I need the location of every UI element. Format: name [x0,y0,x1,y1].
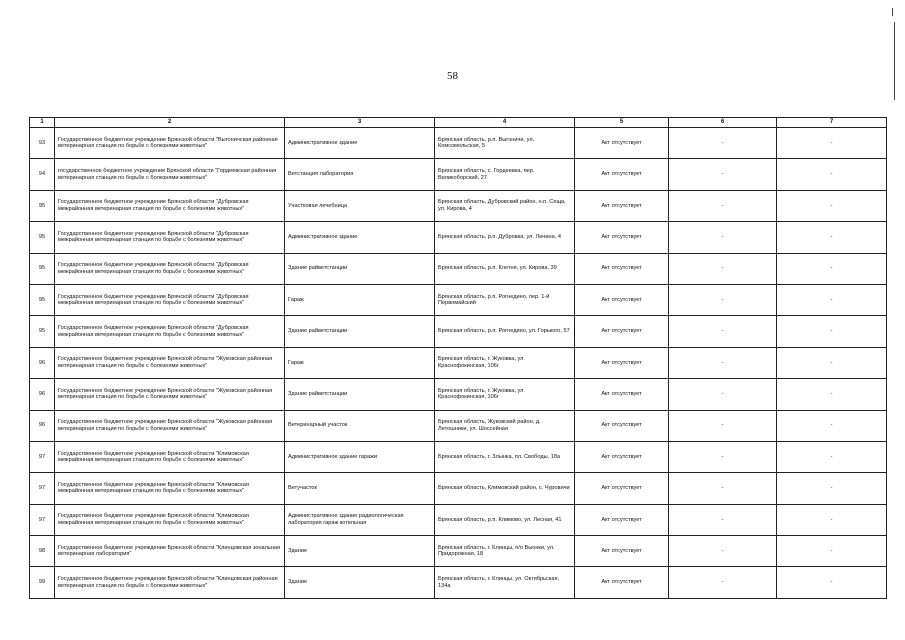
row-number: 95 [30,222,55,253]
address-cell: Брянская область, р.п. Выгоничи, ул. Комсомольская, 5 [435,128,575,159]
column-header: 7 [777,118,887,128]
organization-cell: Государственное бюджетное учреждение Брянской области "Климовская межрайонная ветеринарная станция по борьбе с болезнями животных" [55,441,285,472]
column6-cell: - [669,410,777,441]
column7-cell: - [777,222,887,253]
table-row [30,379,887,410]
column7-cell: - [777,410,887,441]
object-cell: Здание райветстанции [285,253,435,284]
address-cell: Брянская область, г. Клинцы, ул. Октябрьская, 134а [435,567,575,598]
row-number: 97 [30,441,55,472]
organization-cell: Государственное бюджетное учреждение Брянской области "Жуковская районная ветеринарная станция по борьбе с болезнями животных" [55,410,285,441]
header-row [30,118,887,128]
act-status-cell: Акт отсутствует [575,347,669,378]
table-row [30,222,887,253]
column6-cell: - [669,504,777,535]
address-cell: Брянская область, р.п. Клетня, ул. Кирова, 39 [435,253,575,284]
column7-cell: - [777,253,887,284]
column7-cell: - [777,504,887,535]
organization-cell: Государственное бюджетное учреждение Брянской области "Клинцовская районная ветеринарная станция по борьбе с болезнями животных" [55,567,285,598]
object-cell: Административное здание [285,128,435,159]
row-number: 96 [30,410,55,441]
act-status-cell: Акт отсутствует [575,284,669,315]
column6-cell: - [669,536,777,567]
row-number: 95 [30,253,55,284]
column7-cell: - [777,347,887,378]
organization-cell: Государственное бюджетное учреждение Брянской области "Дубровская межрайонная ветеринарная станция по борьбе с болезнями животных" [55,253,285,284]
act-status-cell: Акт отсутствует [575,567,669,598]
column6-cell: - [669,128,777,159]
column6-cell: - [669,284,777,315]
table-row [30,284,887,315]
address-cell: Брянская область, р.п. Рогнедино, ул. Горького, 57 [435,316,575,347]
organization-cell: Государственное бюджетное учреждение Брянской области "Выгоничская районная ветеринарная станция по борьбе с болезнями животных" [55,128,285,159]
organization-cell: Государственное бюджетное учреждение Брянской области "Климовская межрайонная ветеринарная станция по борьбе с болезнями животных" [55,504,285,535]
table-row [30,473,887,504]
organization-cell: Государственное бюджетное учреждение Брянской области "Дубровская межрайонная ветеринарная станция по борьбе с болезнями животных" [55,316,285,347]
column6-cell: - [669,316,777,347]
registry-table [29,117,887,599]
column-header: 2 [55,118,285,128]
row-number: 95 [30,284,55,315]
column-header: 5 [575,118,669,128]
address-cell: Брянская область, р.п. Климово, ул. Лесная, 41 [435,504,575,535]
object-cell: Гараж [285,284,435,315]
act-status-cell: Акт отсутствует [575,504,669,535]
address-cell: Брянская область, г. Злынка, пл. Свободы, 18а [435,441,575,472]
act-status-cell: Акт отсутствует [575,253,669,284]
table-row [30,316,887,347]
table-row [30,536,887,567]
table-row [30,567,887,598]
organization-cell: Государственное бюджетное учреждение Брянской области "Жуковская районная ветеринарная станция по борьбе с болезнями животных" [55,379,285,410]
table-row [30,441,887,472]
object-cell: Ветучасток [285,473,435,504]
organization-cell: Государственное бюджетное учреждение Брянской области "Жуковская районная ветеринарная станция по борьбе с болезнями животных" [55,347,285,378]
column7-cell: - [777,379,887,410]
column7-cell: - [777,128,887,159]
act-status-cell: Акт отсутствует [575,536,669,567]
object-cell: Административное здание радиологическая лаборатория гараж котельная [285,504,435,535]
column6-cell: - [669,473,777,504]
row-number: 96 [30,347,55,378]
column7-cell: - [777,536,887,567]
column7-cell: - [777,284,887,315]
column-header: 3 [285,118,435,128]
column-header: 1 [30,118,55,128]
act-status-cell: Акт отсутствует [575,473,669,504]
column6-cell: - [669,347,777,378]
table-row [30,347,887,378]
row-number: 95 [30,190,55,221]
row-number: 95 [30,316,55,347]
page-number: 58 [447,70,458,82]
table-row [30,159,887,190]
table-row [30,190,887,221]
column6-cell: - [669,159,777,190]
row-number: 96 [30,379,55,410]
organization-cell: Государственное бюджетное учреждение Брянской области "Дубровская межрайонная ветеринарная станция по борьбе с болезнями животных" [55,284,285,315]
address-cell: Брянская область, р.п. Дубровка, ул. Ленина, 4 [435,222,575,253]
column6-cell: - [669,253,777,284]
column-header: 4 [435,118,575,128]
organization-cell: Государственное бюджетное учреждение Брянской области "Климовская межрайонная ветеринарная станция по борьбе с болезнями животных" [55,473,285,504]
object-cell: Административное здание гаражи [285,441,435,472]
object-cell: Здание райветстанции [285,379,435,410]
address-cell: Брянская область, Жуковский район, д. Летошники, ул. Шоссейная [435,410,575,441]
organization-cell: Государственное бюджетное учреждение Брянской области "Дубровская межрайонная ветеринарная станция по борьбе с болезнями животных" [55,222,285,253]
object-cell: Административное здание [285,222,435,253]
address-cell: Брянская область, с. Гордеевка, пер. Великоборский, 27 [435,159,575,190]
address-cell: Брянская область, г. Жуковка, ул. Краснофокинская, 106г [435,379,575,410]
row-number: 97 [30,504,55,535]
act-status-cell: Акт отсутствует [575,128,669,159]
organization-cell: Государственное бюджетное учреждение Брянской области "Дубровская межрайонная ветеринарная станция по борьбе с болезнями животных" [55,190,285,221]
object-cell: Ветстанция лаборатория [285,159,435,190]
column7-cell: - [777,159,887,190]
column7-cell: - [777,316,887,347]
column7-cell: - [777,567,887,598]
scan-edge-mark-top [892,8,897,16]
column6-cell: - [669,222,777,253]
act-status-cell: Акт отсутствует [575,410,669,441]
row-number: 94 [30,159,55,190]
column6-cell: - [669,441,777,472]
column6-cell: - [669,567,777,598]
organization-cell: государственное бюджетное учреждение Брянской области "Гордеевская районная ветеринарная станция по борьбе с болезнями животных" [55,159,285,190]
row-number: 98 [30,536,55,567]
table-row [30,253,887,284]
act-status-cell: Акт отсутствует [575,190,669,221]
table-row [30,504,887,535]
object-cell: Здание [285,567,435,598]
column7-cell: - [777,441,887,472]
table-row [30,410,887,441]
table-body [30,128,887,599]
column-header: 6 [669,118,777,128]
object-cell: Здание райветстанции [285,316,435,347]
act-status-cell: Акт отсутствует [575,441,669,472]
object-cell: Гараж [285,347,435,378]
address-cell: Брянская область, Климовский район, с. Чуровичи [435,473,575,504]
column7-cell: - [777,190,887,221]
address-cell: Брянская область, г. Жуковка, ул. Краснофокинская, 106г [435,347,575,378]
object-cell: Ветеринарный участок [285,410,435,441]
column7-cell: - [777,473,887,504]
row-number: 97 [30,473,55,504]
column6-cell: - [669,379,777,410]
act-status-cell: Акт отсутствует [575,316,669,347]
object-cell: Здание [285,536,435,567]
organization-cell: Государственное бюджетное учреждение Брянской области "Клинцовская зональная ветеринарная лаборатория" [55,536,285,567]
column6-cell: - [669,190,777,221]
act-status-cell: Акт отсутствует [575,222,669,253]
row-number: 93 [30,128,55,159]
act-status-cell: Акт отсутствует [575,379,669,410]
object-cell: Участковая лечебница [285,190,435,221]
address-cell: Брянская область, р.п. Рогнедино, пер. 1-й Первомайский [435,284,575,315]
address-cell: Брянская область, Дубровский район, н.п. Сеща, ул. Кирова, 4 [435,190,575,221]
table-row [30,128,887,159]
act-status-cell: Акт отсутствует [575,159,669,190]
row-number: 99 [30,567,55,598]
address-cell: Брянская область, г. Клинцы, п/о Вьюнки, ул. Придорожная, 18 [435,536,575,567]
scan-edge-mark [894,22,895,100]
